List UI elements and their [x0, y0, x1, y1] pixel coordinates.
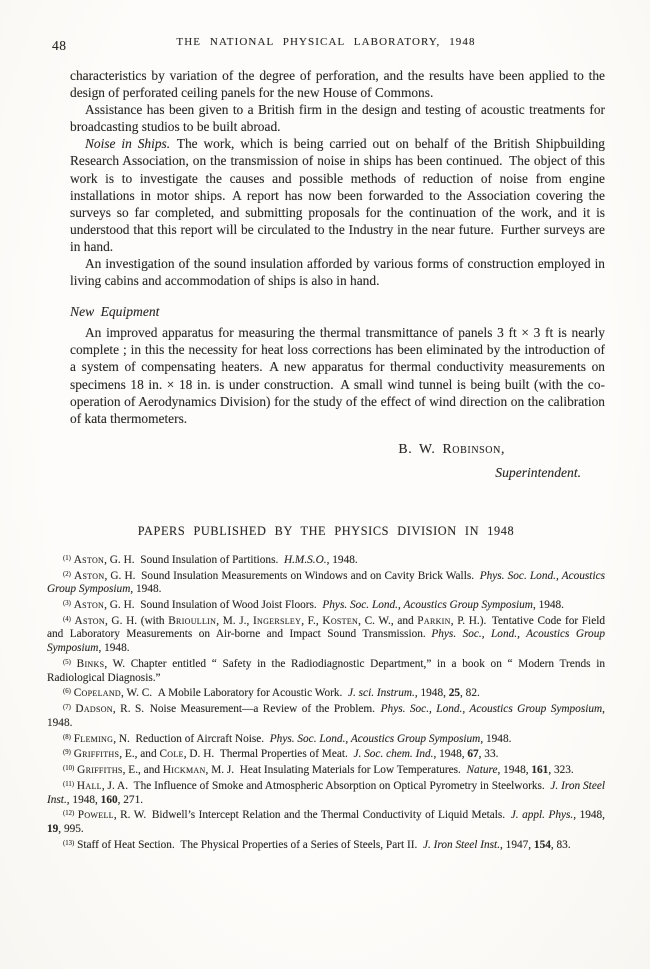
text-segment: , 1948.	[532, 599, 565, 612]
text-segment: , E., and	[122, 764, 163, 777]
text-segment: , G. H. Sound Insulation Measurements on Windows and on Cavity Brick Walls.	[104, 569, 480, 582]
text-segment: , R. W. Bidwell’s Intercept Relation and the Thermal Conductivity of Liquid Metals.	[113, 809, 511, 822]
text-segment-i: J. Soc. chem. Ind.	[353, 748, 434, 761]
text-segment: , F.,	[301, 614, 323, 627]
text-segment-i: J. Iron Steel Inst.	[47, 779, 605, 806]
text-segment-sup: (7)	[63, 704, 71, 712]
text-segment-sc: Ingersley	[252, 614, 302, 627]
text-segment-b: 154	[533, 838, 551, 851]
text-segment: , 33.	[478, 748, 499, 761]
text-segment-i: Noise in Ships.	[85, 136, 171, 152]
text-segment-sup: (13)	[63, 839, 75, 847]
text-segment-sup: (3)	[63, 599, 71, 607]
text-segment: , M. J.,	[216, 614, 253, 627]
text-segment-sc: Hickman	[162, 764, 206, 777]
text-segment-sc: Aston	[74, 614, 105, 627]
text-segment-i: Phys. Soc. Lond., Acoustics Group Symposium	[47, 569, 605, 596]
text-segment-sup: (4)	[63, 615, 71, 623]
papers-section-heading: PAPERS PUBLISHED BY THE PHYSICS DIVISION IN 1948	[137, 523, 515, 538]
reference-item	[47, 746, 605, 762]
text-segment: , M. J. Heat Insulating Materials for Low Temperatures.	[205, 764, 467, 777]
text-segment-i: H.M.S.O.	[283, 553, 327, 566]
text-segment-i: Phys. Soc., Lond., Acoustics Group Symposium	[380, 703, 603, 716]
text-segment: , 1947,	[500, 838, 534, 851]
text-segment: , 82.	[460, 687, 480, 700]
text-segment: , G. H. Sound Insulation of Wood Joist Floors.	[104, 599, 323, 612]
text-segment: , 1948.	[326, 553, 358, 566]
text-segment-sc: Parkin	[417, 614, 451, 627]
text-segment-sc: Aston	[73, 599, 105, 612]
text-segment-i: Nature	[466, 764, 498, 777]
report-paragraph	[70, 324, 605, 427]
equipment-paragraphs	[70, 324, 605, 427]
report-paragraph	[70, 255, 605, 289]
text-segment: , G. H. (with	[104, 614, 169, 627]
text-segment: , G. H. Sound Insulation of Partitions.	[104, 553, 284, 566]
text-segment: , 1948,	[414, 687, 449, 700]
text-segment: , N. Reduction of Aircraft Noise.	[113, 732, 270, 745]
text-segment: , J. A. The Influence of Smoke and Atmospheric Absorption on Optical Pyrometry in Steelworks.	[101, 779, 551, 792]
report-paragraphs	[70, 67, 605, 289]
text-segment-sc: Hall	[76, 779, 102, 792]
papers-list	[47, 552, 605, 853]
text-segment-sup: (11)	[63, 780, 75, 788]
text-segment-sup: (9)	[63, 749, 71, 757]
text-segment: Staff of Heat Section. The Physical Properties of a Series of Steels, Part II.	[77, 838, 423, 851]
text-segment: , 1948,	[497, 764, 532, 777]
reference-item	[47, 701, 605, 730]
reference-item	[47, 731, 605, 747]
text-segment-sc: Dadson	[75, 703, 113, 716]
text-segment: , W. C. A Mobile Laboratory for Acoustic Work.	[121, 687, 348, 700]
text-segment-sup: (2)	[63, 570, 71, 578]
page-header	[47, 36, 605, 54]
text-segment: , 995.	[58, 823, 84, 835]
text-segment-sup: (6)	[63, 688, 71, 696]
text-segment: , 1948.	[130, 583, 162, 596]
report-body	[47, 67, 605, 481]
text-segment-sup: (12)	[63, 810, 75, 818]
reference-item	[47, 568, 605, 597]
reference-item	[47, 685, 605, 701]
text-segment: , D. H. Thermal Properties of Meat.	[183, 748, 354, 761]
text-segment-b: 25	[448, 687, 461, 700]
text-segment: , 83.	[550, 838, 571, 851]
text-segment-b: 19	[47, 823, 59, 835]
report-paragraph	[70, 101, 605, 135]
text-segment-sc: Fleming	[73, 732, 114, 745]
section-heading-new-equipment: New Equipment	[70, 304, 160, 320]
text-segment-sc: Aston	[73, 553, 105, 566]
text-segment: , 1948.	[47, 703, 605, 729]
running-title: THE NATIONAL PHYSICAL LABORATORY, 1948	[176, 36, 476, 48]
text-segment-sc: Kosten	[322, 614, 359, 627]
text-segment: , 1948.	[98, 642, 130, 655]
text-segment: , 271.	[117, 793, 144, 806]
text-segment: Assistance has been given to a British firm in the design and testing of acoustic treatments for broadcasting studios to be built abroad.	[70, 102, 605, 135]
text-segment-sc: Griffiths	[73, 748, 120, 761]
text-segment: , R. S. Noise Measurement—a Review of the Problem.	[112, 703, 381, 716]
text-segment-i: J. sci. Instrum.	[348, 687, 415, 700]
signature-title: Superintendent.	[495, 464, 581, 480]
text-segment-sc: Powell	[77, 809, 114, 822]
reference-item	[47, 597, 605, 613]
text-segment-sc: Aston	[74, 569, 105, 582]
reference-item	[47, 778, 605, 807]
text-segment: , 1948.	[480, 732, 512, 745]
text-segment-b: 161	[531, 764, 549, 777]
text-segment: , P. H.). Tentative Code for Field and Laboratory Measurements on Air-borne and Impact Sound Transmission.	[47, 614, 605, 641]
text-segment-i: Phys. Soc. Lond., Acoustics Group Symposium	[322, 599, 533, 612]
signature-block	[70, 440, 605, 481]
reference-item	[47, 552, 605, 568]
page-number: 48	[52, 38, 67, 53]
reference-item	[47, 807, 605, 836]
text-segment-b: 67	[467, 748, 479, 761]
text-segment: , W. Chapter entitled “ Safety in the Radiodiagnostic Department,” in a book on “ Modern Trends in Radiological Diagnosis.”	[47, 657, 606, 684]
text-segment: , 1948,	[433, 748, 468, 761]
report-paragraph	[70, 135, 605, 255]
text-segment: An investigation of the sound insulation afforded by various forms of construction employed in living cabins and accommodation of ships is also in hand.	[70, 256, 605, 289]
text-segment-sup: (8)	[63, 733, 71, 741]
reference-item	[47, 762, 605, 778]
text-segment-b: 160	[100, 793, 118, 806]
report-paragraph	[70, 67, 605, 101]
text-segment-sc: Brioullin	[168, 614, 217, 627]
reference-item	[47, 656, 605, 685]
reference-item	[47, 613, 605, 656]
text-segment: , E., and	[119, 748, 160, 761]
signature-name: B. W. Robinson,	[398, 440, 505, 456]
text-segment-sup: (10)	[63, 765, 75, 773]
text-segment-sc: Copeland	[73, 687, 121, 700]
text-segment: , 1948,	[66, 793, 101, 806]
text-segment-i: Phys. Soc., Lond., Acoustics Group Symposium	[47, 628, 605, 655]
text-segment: , 323.	[548, 764, 574, 777]
text-segment-i: J. appl. Phys.	[510, 809, 574, 822]
text-segment: , C. W., and	[358, 614, 418, 627]
text-segment-sup: (5)	[63, 658, 71, 666]
text-segment-sc: Griffiths	[77, 764, 123, 777]
text-segment: characteristics by variation of the degree of perforation, and the results have been applied to the design of perforated ceiling panels for the new House of Commons.	[70, 68, 605, 101]
reference-item	[47, 837, 605, 853]
text-segment: The work, which is being carried out on behalf of the British Shipbuilding Research Association, on the transmission of noise in ships has been continued. The object of this work is to investigate the causes and possible methods of reduction of noise from engine installations in motor ships. A report has now been forwarded to the Association covering the surveys so far completed, and submitting proposals for the continuation of the work, and it is understood that this report will be circulated to the Industry in the near future. Further surveys are in hand.	[70, 136, 605, 254]
text-segment: An improved apparatus for measuring the thermal transmittance of panels 3 ft × 3 ft is nearly complete ; in this the necessity for heat loss corrections has been eliminated by the introduction of a system of compensating heaters. A new apparatus for thermal conductivity measurements on specimens 18 in. × 18 in. is under construction. A small wind tunnel is being built (with the co-operation of Aerodynamics Division) for the study of the effect of wind direction on the calibration of kata thermometers.	[70, 325, 605, 426]
text-segment-sc: Cole	[159, 748, 184, 761]
text-segment-sup: (1)	[63, 554, 71, 562]
text-segment: , 1948,	[573, 809, 605, 822]
text-segment-sc: Binks	[76, 657, 105, 670]
text-segment-i: Phys. Soc. Lond., Acoustics Group Symposium	[269, 732, 481, 745]
text-segment-i: J. Iron Steel Inst.	[422, 838, 501, 851]
